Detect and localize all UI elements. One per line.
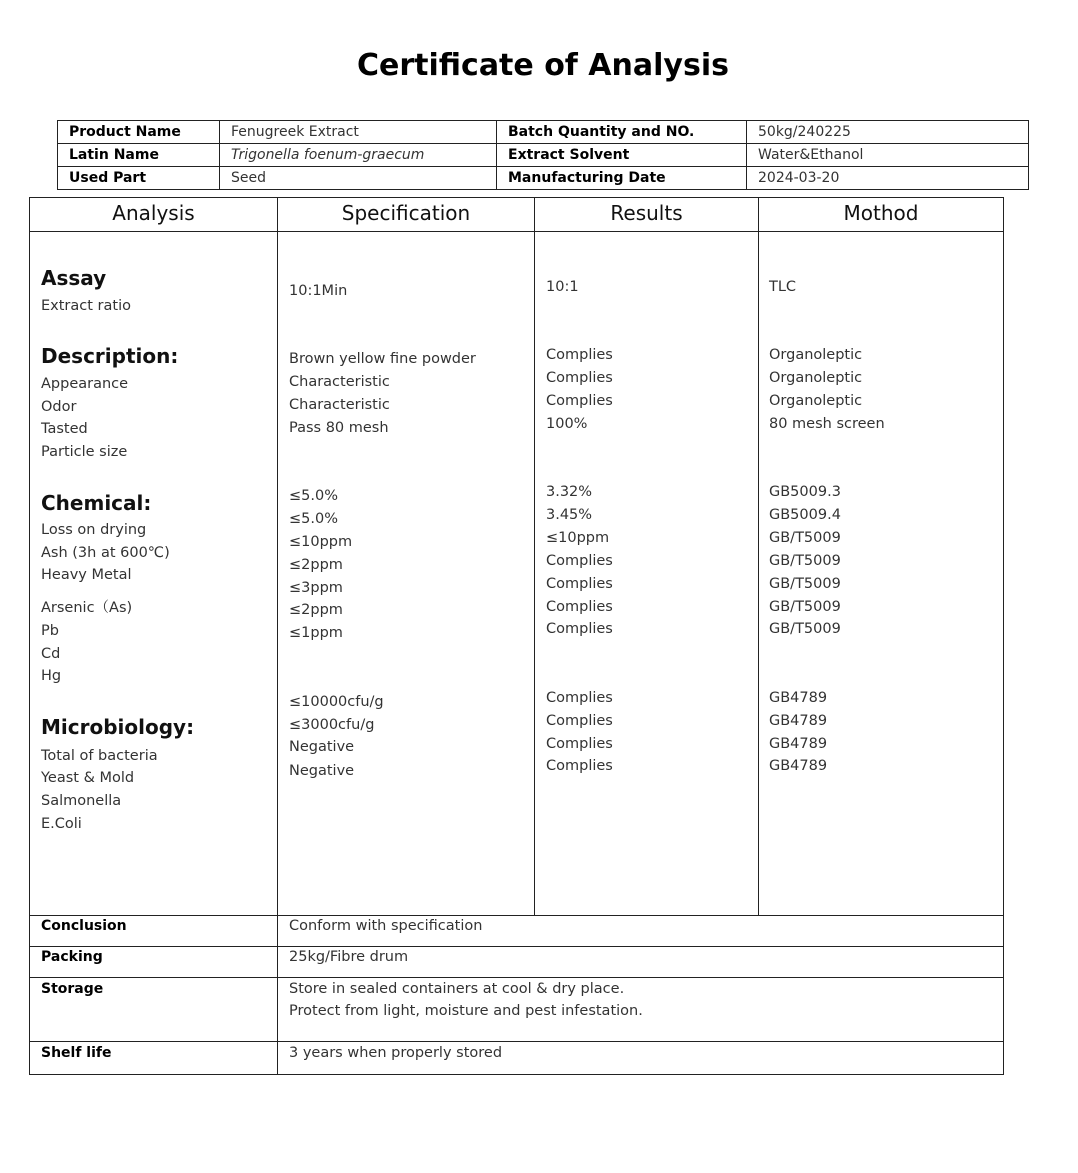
conclusion-label: Conclusion bbox=[41, 918, 127, 934]
used-part-value: Seed bbox=[220, 167, 497, 190]
analysis-item: E.Coli bbox=[41, 816, 82, 832]
spec-value: ≤2ppm bbox=[289, 602, 343, 618]
analysis-item: Particle size bbox=[41, 444, 128, 460]
method-value: Organoleptic bbox=[769, 370, 863, 386]
conclusion-value: Conform with specification bbox=[289, 918, 483, 934]
analysis-item: Cd bbox=[41, 646, 61, 662]
storage-label: Storage bbox=[41, 981, 104, 997]
info-row bbox=[58, 121, 1029, 144]
analysis-item: Odor bbox=[41, 399, 77, 415]
method-value: GB4789 bbox=[769, 736, 828, 752]
used-part-label: Used Part bbox=[58, 167, 220, 190]
batch-value: 50kg/240225 bbox=[747, 121, 1029, 144]
result-value: Complies bbox=[546, 553, 613, 569]
results-column bbox=[546, 198, 754, 915]
row-divider bbox=[30, 977, 1003, 978]
result-value: 3.32% bbox=[546, 484, 593, 500]
section-title-assay: Assay bbox=[41, 266, 107, 290]
column-divider bbox=[534, 198, 535, 915]
row-divider bbox=[30, 1041, 1003, 1042]
section-title-description: Description: bbox=[41, 344, 179, 368]
result-value: 100% bbox=[546, 416, 588, 432]
mfg-date-label: Manufacturing Date bbox=[497, 167, 747, 190]
batch-label: Batch Quantity and NO. bbox=[497, 121, 747, 144]
method-value: GB/T5009 bbox=[769, 576, 841, 592]
spec-value: ≤10000cfu/g bbox=[289, 694, 384, 710]
solvent-value: Water&Ethanol bbox=[747, 144, 1029, 167]
method-value: Organoleptic bbox=[769, 393, 863, 409]
result-value: 3.45% bbox=[546, 507, 593, 523]
row-divider bbox=[30, 915, 1003, 916]
shelf-life-label: Shelf life bbox=[41, 1045, 112, 1061]
result-value: Complies bbox=[546, 599, 613, 615]
analysis-item: Appearance bbox=[41, 376, 129, 392]
latin-name-label: Latin Name bbox=[58, 144, 220, 167]
spec-value: Characteristic bbox=[289, 374, 390, 390]
method-value: GB4789 bbox=[769, 713, 828, 729]
method-value: GB/T5009 bbox=[769, 621, 841, 637]
spec-value: Negative bbox=[289, 763, 355, 779]
result-value: Complies bbox=[546, 690, 613, 706]
method-value: GB/T5009 bbox=[769, 530, 841, 546]
product-name-label: Product Name bbox=[58, 121, 220, 144]
method-value: 80 mesh screen bbox=[769, 416, 885, 432]
spec-value: 10:1Min bbox=[289, 283, 348, 299]
spec-value: Pass 80 mesh bbox=[289, 420, 389, 436]
header-specification: Specification bbox=[341, 201, 471, 225]
result-value: 10:1 bbox=[546, 279, 579, 295]
document-title: Certificate of Analysis bbox=[357, 48, 729, 83]
result-value: Complies bbox=[546, 621, 613, 637]
section-title-chemical: Chemical: bbox=[41, 491, 152, 515]
analysis-item: Loss on drying bbox=[41, 522, 147, 538]
result-value: Complies bbox=[546, 347, 613, 363]
analysis-item: Pb bbox=[41, 623, 59, 639]
spec-value: ≤1ppm bbox=[289, 625, 343, 641]
spec-value: ≤3ppm bbox=[289, 580, 343, 596]
method-value: GB/T5009 bbox=[769, 599, 841, 615]
result-value: Complies bbox=[546, 736, 613, 752]
specification-column bbox=[289, 198, 529, 915]
result-value: Complies bbox=[546, 393, 613, 409]
packing-value: 25kg/Fibre drum bbox=[289, 949, 409, 965]
section-title-microbiology: Microbiology: bbox=[41, 715, 195, 739]
method-value: TLC bbox=[769, 279, 797, 295]
method-value: Organoleptic bbox=[769, 347, 863, 363]
analysis-item: Ash (3h at 600℃) bbox=[41, 545, 170, 561]
solvent-label: Extract Solvent bbox=[497, 144, 747, 167]
packing-label: Packing bbox=[41, 949, 103, 965]
spec-value: Characteristic bbox=[289, 397, 390, 413]
product-name-value: Fenugreek Extract bbox=[220, 121, 497, 144]
result-value: ≤10ppm bbox=[546, 530, 610, 546]
spec-value: ≤5.0% bbox=[289, 488, 338, 504]
result-value: Complies bbox=[546, 370, 613, 386]
latin-name-value: Trigonella foenum-graecum bbox=[220, 144, 497, 167]
analysis-item: Arsenic（As) bbox=[41, 600, 133, 616]
method-value: GB/T5009 bbox=[769, 553, 841, 569]
row-divider bbox=[30, 946, 1003, 947]
spec-value: ≤10ppm bbox=[289, 534, 353, 550]
spec-value: ≤2ppm bbox=[289, 557, 343, 573]
method-value: GB4789 bbox=[769, 758, 828, 774]
method-value: GB4789 bbox=[769, 690, 828, 706]
column-divider bbox=[758, 198, 759, 915]
result-value: Complies bbox=[546, 758, 613, 774]
method-column bbox=[769, 198, 997, 915]
spec-value: ≤5.0% bbox=[289, 511, 338, 527]
analysis-item: Total of bacteria bbox=[41, 748, 158, 764]
method-value: GB5009.3 bbox=[769, 484, 841, 500]
mfg-date-value: 2024-03-20 bbox=[747, 167, 1029, 190]
product-info-table bbox=[57, 120, 1029, 190]
method-value: GB5009.4 bbox=[769, 507, 841, 523]
info-row bbox=[58, 167, 1029, 190]
analysis-item: Extract ratio bbox=[41, 298, 131, 314]
analysis-item: Tasted bbox=[41, 421, 88, 437]
analysis-column bbox=[41, 198, 271, 915]
spec-value: Brown yellow fine powder bbox=[289, 351, 476, 367]
storage-value-line2: Protect from light, moisture and pest infestation. bbox=[289, 1003, 643, 1019]
column-divider bbox=[277, 198, 278, 1074]
header-method: Mothod bbox=[843, 201, 919, 225]
analysis-table bbox=[29, 197, 1004, 1075]
analysis-item: Heavy Metal bbox=[41, 567, 132, 583]
analysis-item: Yeast & Mold bbox=[41, 770, 135, 786]
analysis-item: Salmonella bbox=[41, 793, 122, 809]
result-value: Complies bbox=[546, 713, 613, 729]
result-value: Complies bbox=[546, 576, 613, 592]
storage-value-line1: Store in sealed containers at cool & dry place. bbox=[289, 981, 625, 997]
info-row bbox=[58, 144, 1029, 167]
header-analysis: Analysis bbox=[112, 201, 195, 225]
spec-value: Negative bbox=[289, 739, 355, 755]
shelf-life-value: 3 years when properly stored bbox=[289, 1045, 503, 1061]
spec-value: ≤3000cfu/g bbox=[289, 717, 375, 733]
header-results: Results bbox=[610, 201, 683, 225]
analysis-item: Hg bbox=[41, 668, 62, 684]
